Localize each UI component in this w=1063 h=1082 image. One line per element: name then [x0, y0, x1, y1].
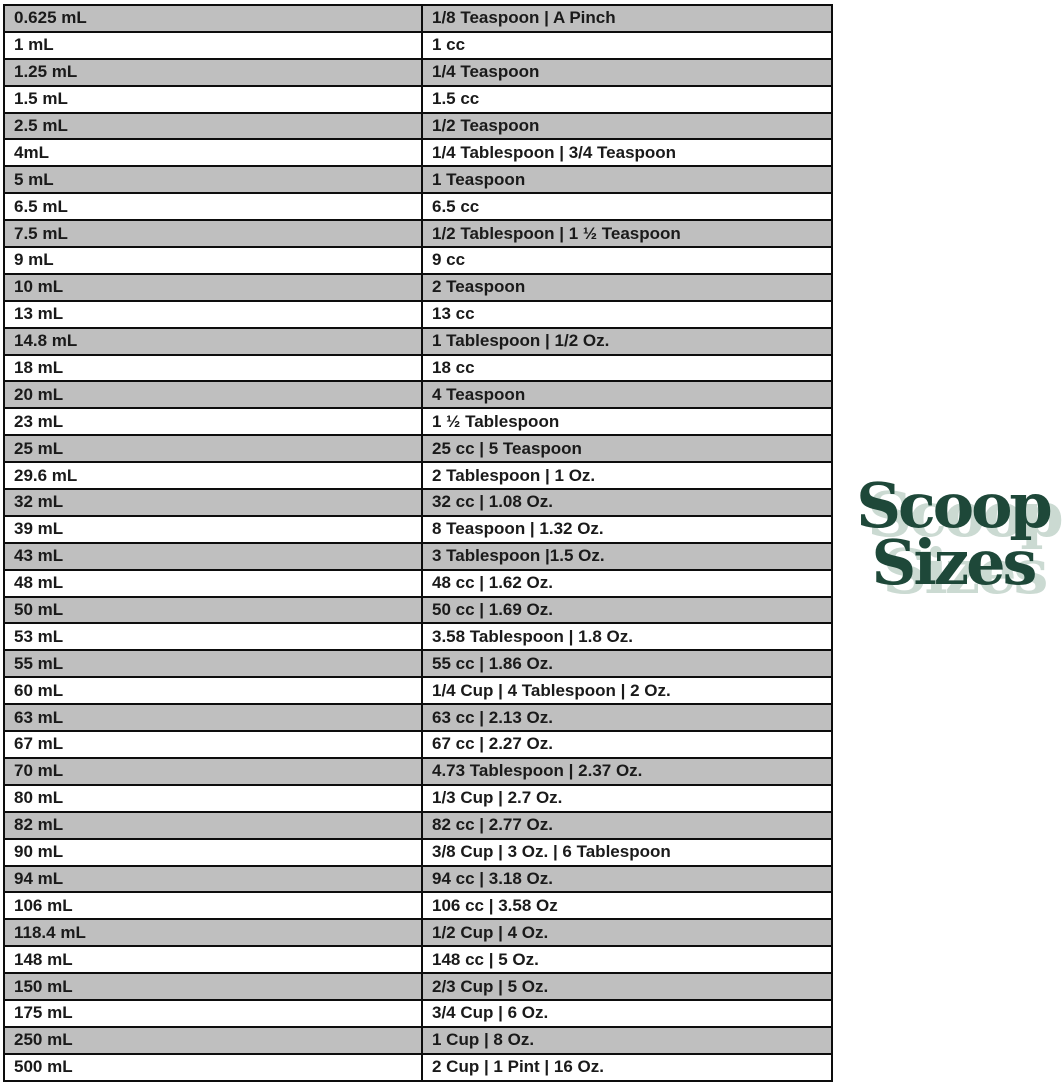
equivalent-cell: 1 Cup | 8 Oz. [422, 1027, 832, 1054]
equivalent-cell: 67 cc | 2.27 Oz. [422, 731, 832, 758]
equivalent-cell: 94 cc | 3.18 Oz. [422, 866, 832, 893]
table-row [4, 435, 832, 462]
equivalent-cell: 1.5 cc [422, 86, 832, 113]
equivalent-cell: 2 Tablespoon | 1 Oz. [422, 462, 832, 489]
table-row [4, 113, 832, 140]
ml-cell: 150 mL [4, 973, 422, 1000]
table-row [4, 408, 832, 435]
ml-cell: 55 mL [4, 650, 422, 677]
ml-cell: 82 mL [4, 812, 422, 839]
ml-cell: 1.25 mL [4, 59, 422, 86]
table-row [4, 839, 832, 866]
table-row [4, 892, 832, 919]
ml-cell: 7.5 mL [4, 220, 422, 247]
equivalent-cell: 148 cc | 5 Oz. [422, 946, 832, 973]
table-row [4, 220, 832, 247]
ml-cell: 9 mL [4, 247, 422, 274]
table-row [4, 166, 832, 193]
ml-cell: 53 mL [4, 623, 422, 650]
table-row [4, 946, 832, 973]
table-row [4, 5, 832, 32]
equivalent-cell: 8 Teaspoon | 1.32 Oz. [422, 516, 832, 543]
logo-line-1: Scoop [856, 469, 1050, 542]
equivalent-cell: 106 cc | 3.58 Oz [422, 892, 832, 919]
equivalent-cell: 48 cc | 1.62 Oz. [422, 570, 832, 597]
table-row [4, 758, 832, 785]
table-row [4, 677, 832, 704]
conversion-table-body [4, 5, 832, 1081]
scoop-sizes-logo [843, 469, 1063, 599]
equivalent-cell: 13 cc [422, 301, 832, 328]
equivalent-cell: 4.73 Tablespoon | 2.37 Oz. [422, 758, 832, 785]
ml-cell: 63 mL [4, 704, 422, 731]
table-row [4, 301, 832, 328]
table-row [4, 731, 832, 758]
ml-cell: 70 mL [4, 758, 422, 785]
table-row [4, 570, 832, 597]
ml-cell: 39 mL [4, 516, 422, 543]
table-row [4, 623, 832, 650]
table-row [4, 328, 832, 355]
equivalent-cell: 82 cc | 2.77 Oz. [422, 812, 832, 839]
equivalent-cell: 9 cc [422, 247, 832, 274]
table-row [4, 597, 832, 624]
equivalent-cell: 1/2 Teaspoon [422, 113, 832, 140]
ml-cell: 1 mL [4, 32, 422, 59]
logo-line-2: Sizes [871, 526, 1035, 599]
ml-cell: 18 mL [4, 355, 422, 382]
table-row [4, 704, 832, 731]
ml-cell: 118.4 mL [4, 919, 422, 946]
ml-cell: 4mL [4, 139, 422, 166]
equivalent-cell: 32 cc | 1.08 Oz. [422, 489, 832, 516]
ml-cell: 250 mL [4, 1027, 422, 1054]
ml-cell: 43 mL [4, 543, 422, 570]
equivalent-cell: 55 cc | 1.86 Oz. [422, 650, 832, 677]
table-row [4, 32, 832, 59]
table-row [4, 812, 832, 839]
table-row [4, 355, 832, 382]
table-row [4, 247, 832, 274]
ml-cell: 90 mL [4, 839, 422, 866]
table-row [4, 381, 832, 408]
table-row [4, 785, 832, 812]
table-row [4, 274, 832, 301]
table-row [4, 462, 832, 489]
ml-cell: 32 mL [4, 489, 422, 516]
table-row [4, 193, 832, 220]
ml-cell: 60 mL [4, 677, 422, 704]
equivalent-cell: 1/4 Tablespoon | 3/4 Teaspoon [422, 139, 832, 166]
equivalent-cell: 4 Teaspoon [422, 381, 832, 408]
equivalent-cell: 1/2 Tablespoon | 1 ½ Teaspoon [422, 220, 832, 247]
equivalent-cell: 3/4 Cup | 6 Oz. [422, 1000, 832, 1027]
ml-cell: 106 mL [4, 892, 422, 919]
table-row [4, 489, 832, 516]
equivalent-cell: 1/4 Cup | 4 Tablespoon | 2 Oz. [422, 677, 832, 704]
table-row [4, 516, 832, 543]
equivalent-cell: 63 cc | 2.13 Oz. [422, 704, 832, 731]
equivalent-cell: 50 cc | 1.69 Oz. [422, 597, 832, 624]
table-row [4, 1027, 832, 1054]
table-row [4, 650, 832, 677]
ml-cell: 2.5 mL [4, 113, 422, 140]
table-row [4, 543, 832, 570]
ml-cell: 5 mL [4, 166, 422, 193]
equivalent-cell: 3 Tablespoon |1.5 Oz. [422, 543, 832, 570]
equivalent-cell: 3/8 Cup | 3 Oz. | 6 Tablespoon [422, 839, 832, 866]
equivalent-cell: 2 Teaspoon [422, 274, 832, 301]
ml-cell: 0.625 mL [4, 5, 422, 32]
ml-cell: 175 mL [4, 1000, 422, 1027]
table-row [4, 86, 832, 113]
ml-cell: 80 mL [4, 785, 422, 812]
ml-cell: 29.6 mL [4, 462, 422, 489]
ml-cell: 48 mL [4, 570, 422, 597]
table-row [4, 866, 832, 893]
ml-cell: 67 mL [4, 731, 422, 758]
equivalent-cell: 1 Teaspoon [422, 166, 832, 193]
equivalent-cell: 25 cc | 5 Teaspoon [422, 435, 832, 462]
equivalent-cell: 1/8 Teaspoon | A Pinch [422, 5, 832, 32]
equivalent-cell: 3.58 Tablespoon | 1.8 Oz. [422, 623, 832, 650]
ml-cell: 500 mL [4, 1054, 422, 1081]
ml-cell: 13 mL [4, 301, 422, 328]
ml-cell: 14.8 mL [4, 328, 422, 355]
scoop-size-conversion-table [3, 4, 833, 1082]
ml-cell: 23 mL [4, 408, 422, 435]
table-row [4, 139, 832, 166]
equivalent-cell: 1/2 Cup | 4 Oz. [422, 919, 832, 946]
table-row [4, 1000, 832, 1027]
table-row [4, 1054, 832, 1081]
equivalent-cell: 1 ½ Tablespoon [422, 408, 832, 435]
equivalent-cell: 18 cc [422, 355, 832, 382]
ml-cell: 10 mL [4, 274, 422, 301]
table-row [4, 59, 832, 86]
equivalent-cell: 1/3 Cup | 2.7 Oz. [422, 785, 832, 812]
equivalent-cell: 1/4 Teaspoon [422, 59, 832, 86]
equivalent-cell: 2 Cup | 1 Pint | 16 Oz. [422, 1054, 832, 1081]
table-row [4, 919, 832, 946]
ml-cell: 50 mL [4, 597, 422, 624]
table-row [4, 973, 832, 1000]
ml-cell: 148 mL [4, 946, 422, 973]
equivalent-cell: 1 cc [422, 32, 832, 59]
ml-cell: 94 mL [4, 866, 422, 893]
equivalent-cell: 6.5 cc [422, 193, 832, 220]
equivalent-cell: 2/3 Cup | 5 Oz. [422, 973, 832, 1000]
ml-cell: 20 mL [4, 381, 422, 408]
ml-cell: 1.5 mL [4, 86, 422, 113]
equivalent-cell: 1 Tablespoon | 1/2 Oz. [422, 328, 832, 355]
ml-cell: 25 mL [4, 435, 422, 462]
ml-cell: 6.5 mL [4, 193, 422, 220]
